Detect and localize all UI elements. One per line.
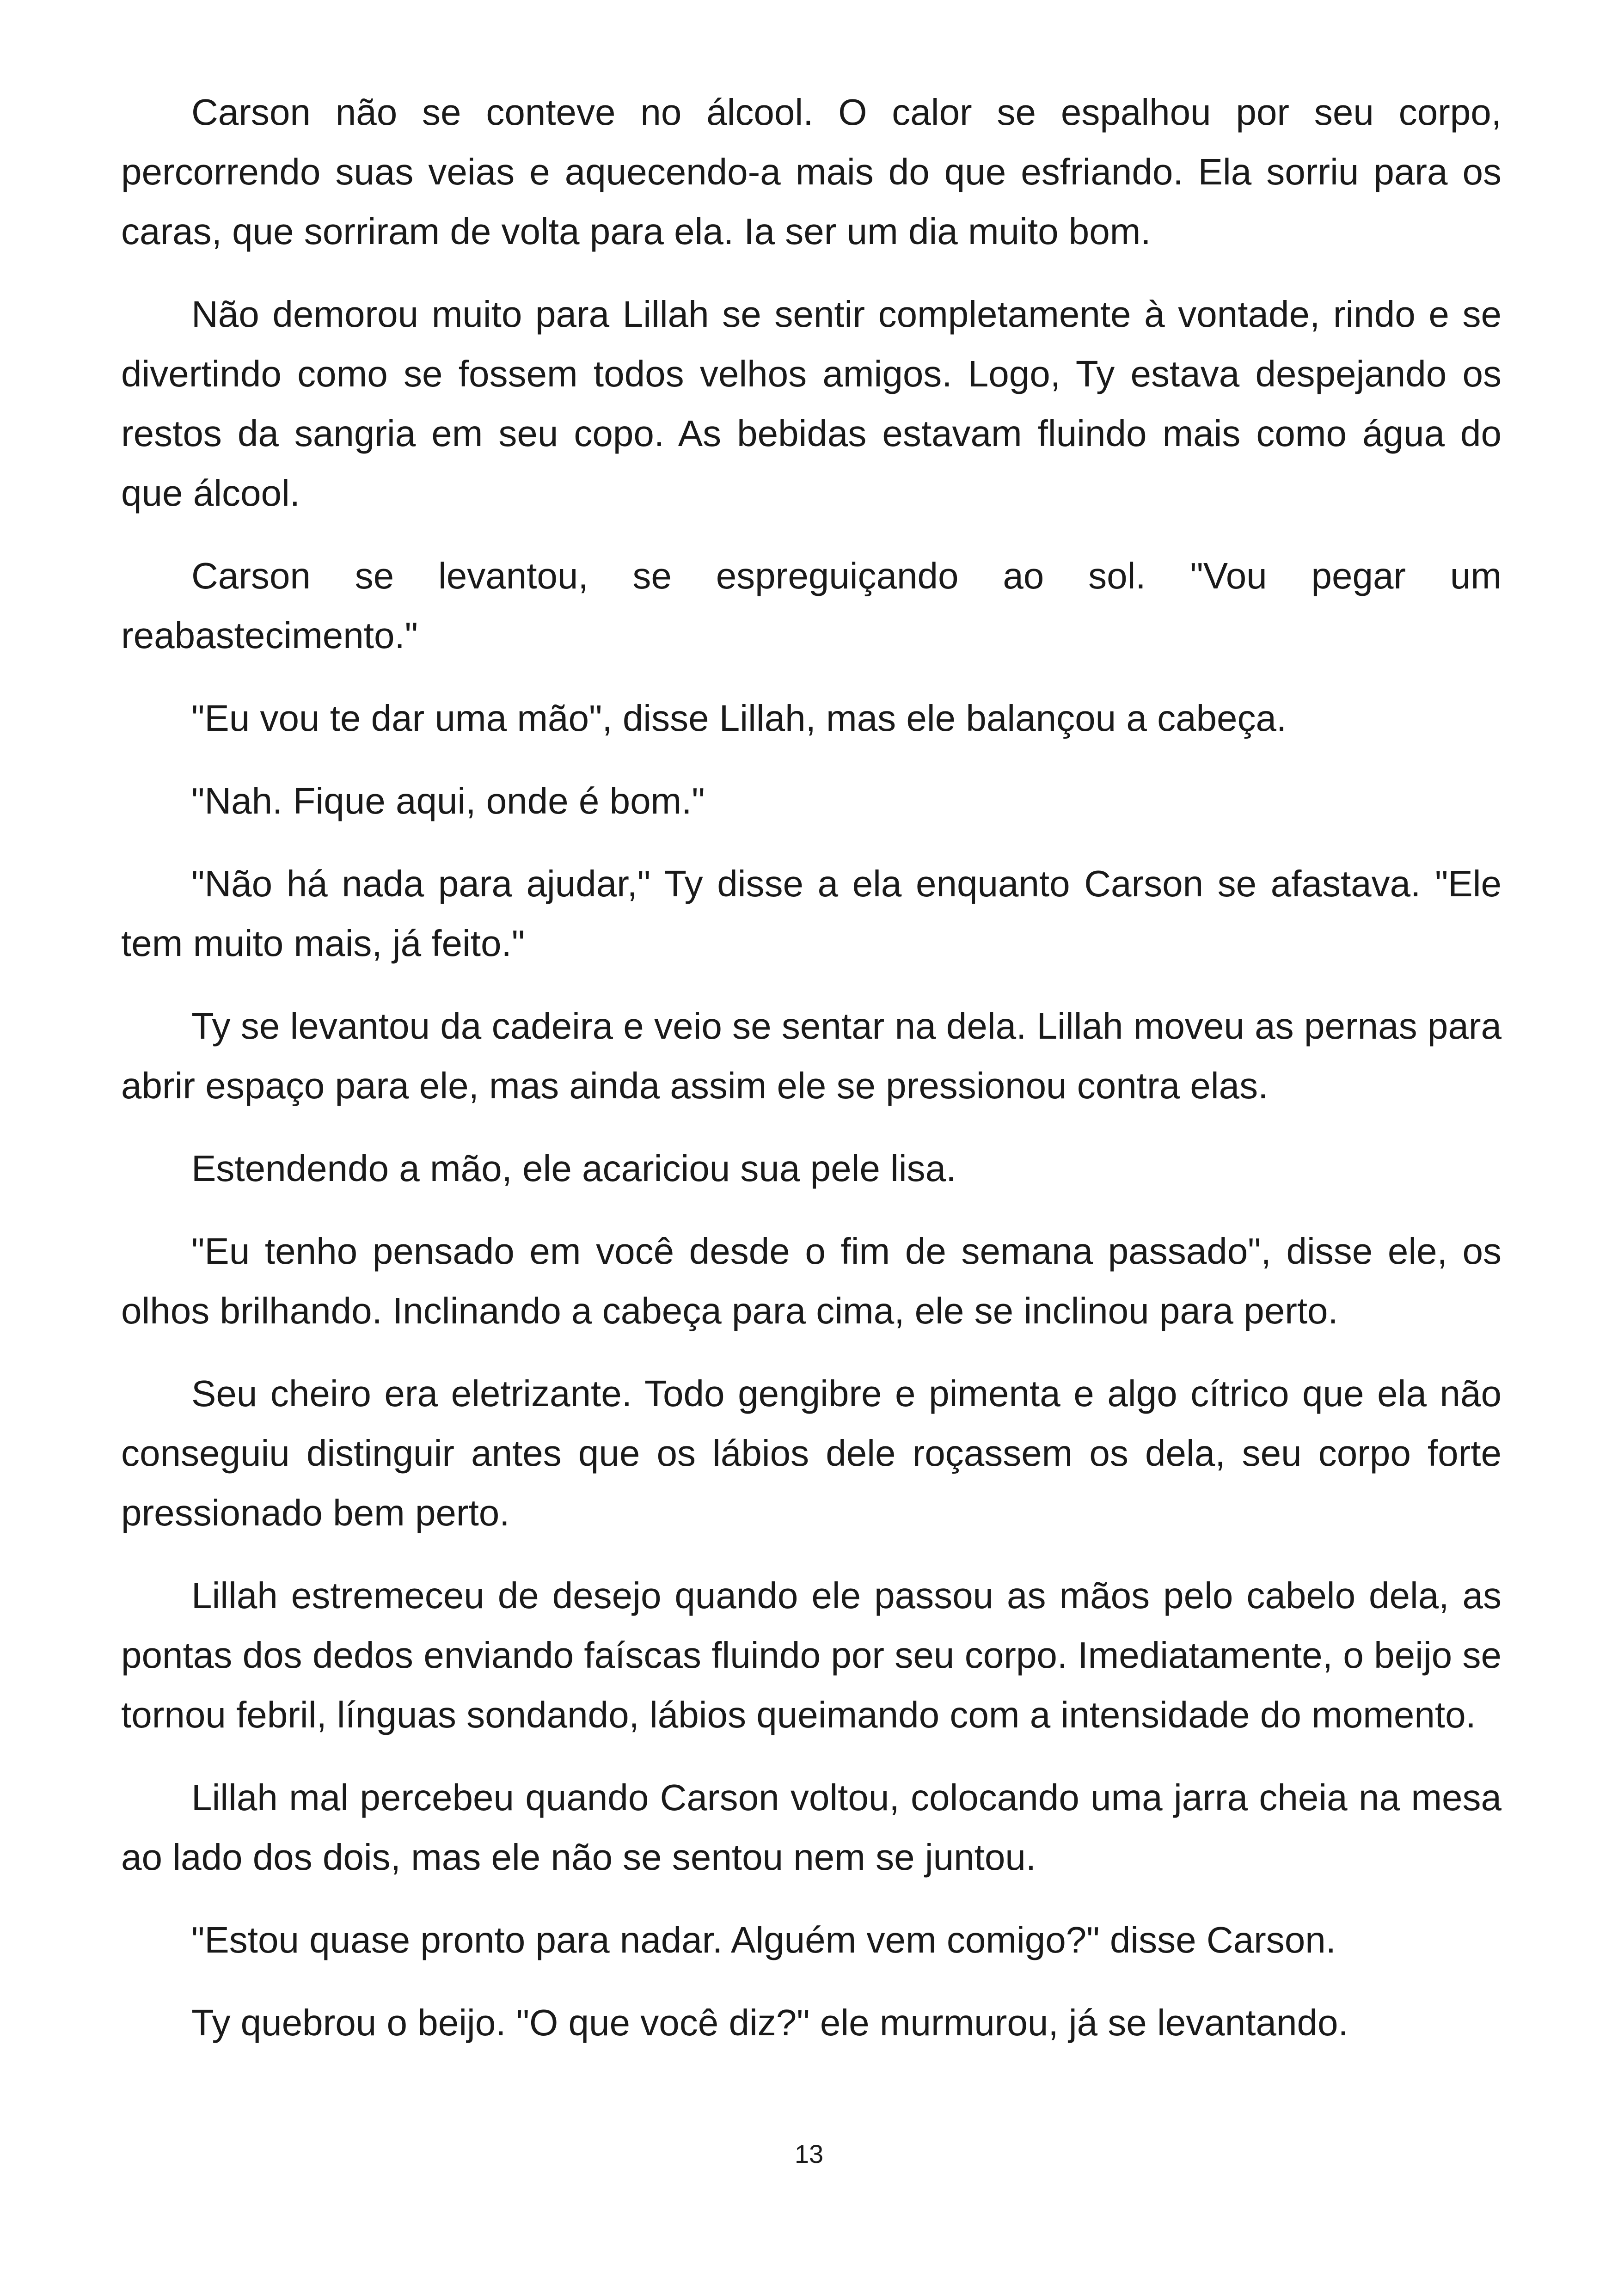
paragraph: "Estou quase pronto para nadar. Alguém vem comigo?" disse Carson. [191,1919,1336,1960]
paragraph: "Nah. Fique aqui, onde é bom." [191,780,705,821]
paragraph: Ty quebrou o beijo. "O que você diz?" ele murmurou, já se levantando. [191,2002,1348,2043]
paragraph: "Eu tenho pensado em você desde o fim de semana passado", disse ele, os olhos brilhando. Inclinando a cabeça para cima, ele se inclinou para perto. [121,1231,1502,1331]
paragraph: "Eu vou te dar uma mão", disse Lillah, mas ele balançou a cabeça. [191,698,1287,739]
paragraph: "Não há nada para ajudar," Ty disse a ela enquanto Carson se afastava. "Ele tem muito mais, já feito." [121,863,1502,964]
paragraph: Lillah estremeceu de desejo quando ele passou as mãos pelo cabelo dela, as pontas dos dedos enviando faíscas fluindo por seu corpo. Imediatamente, o beijo se tornou febril, línguas sondando, lábios queimando com a intensidade do momento. [121,1575,1502,1735]
paragraph: Lillah mal percebeu quando Carson voltou, colocando uma jarra cheia na mesa ao lado dos dois, mas ele não se sentou nem se juntou. [121,1777,1502,1878]
paragraph: Seu cheiro era eletrizante. Todo gengibre e pimenta e algo cítrico que ela não conseguiu distinguir antes que os lábios dele roçassem os dela, seu corpo forte pressionado bem perto. [121,1373,1502,1533]
paragraph: Carson se levantou, se espreguiçando ao sol. "Vou pegar um reabastecimento." [121,555,1502,656]
page-body [121,82,1502,2076]
paragraph: Carson não se conteve no álcool. O calor se espalhou por seu corpo, percorrendo suas veias e aquecendo-a mais do que esfriando. Ela sorriu para os caras, que sorriram de volta para ela. Ia ser um dia muito bom. [121,92,1502,252]
paragraph: Ty se levantou da cadeira e veio se sentar na dela. Lillah moveu as pernas para abrir espaço para ele, mas ainda assim ele se pressionou contra elas. [121,1005,1502,1106]
paragraph: Não demorou muito para Lillah se sentir completamente à vontade, rindo e se divertindo como se fossem todos velhos amigos. Logo, Ty estava despejando os restos da sangria em seu copo. As bebidas estavam fluindo mais como água do que álcool. [121,294,1502,514]
paragraph: Estendendo a mão, ele acariciou sua pele lisa. [191,1148,956,1189]
page-number: 13 [794,2139,824,2168]
